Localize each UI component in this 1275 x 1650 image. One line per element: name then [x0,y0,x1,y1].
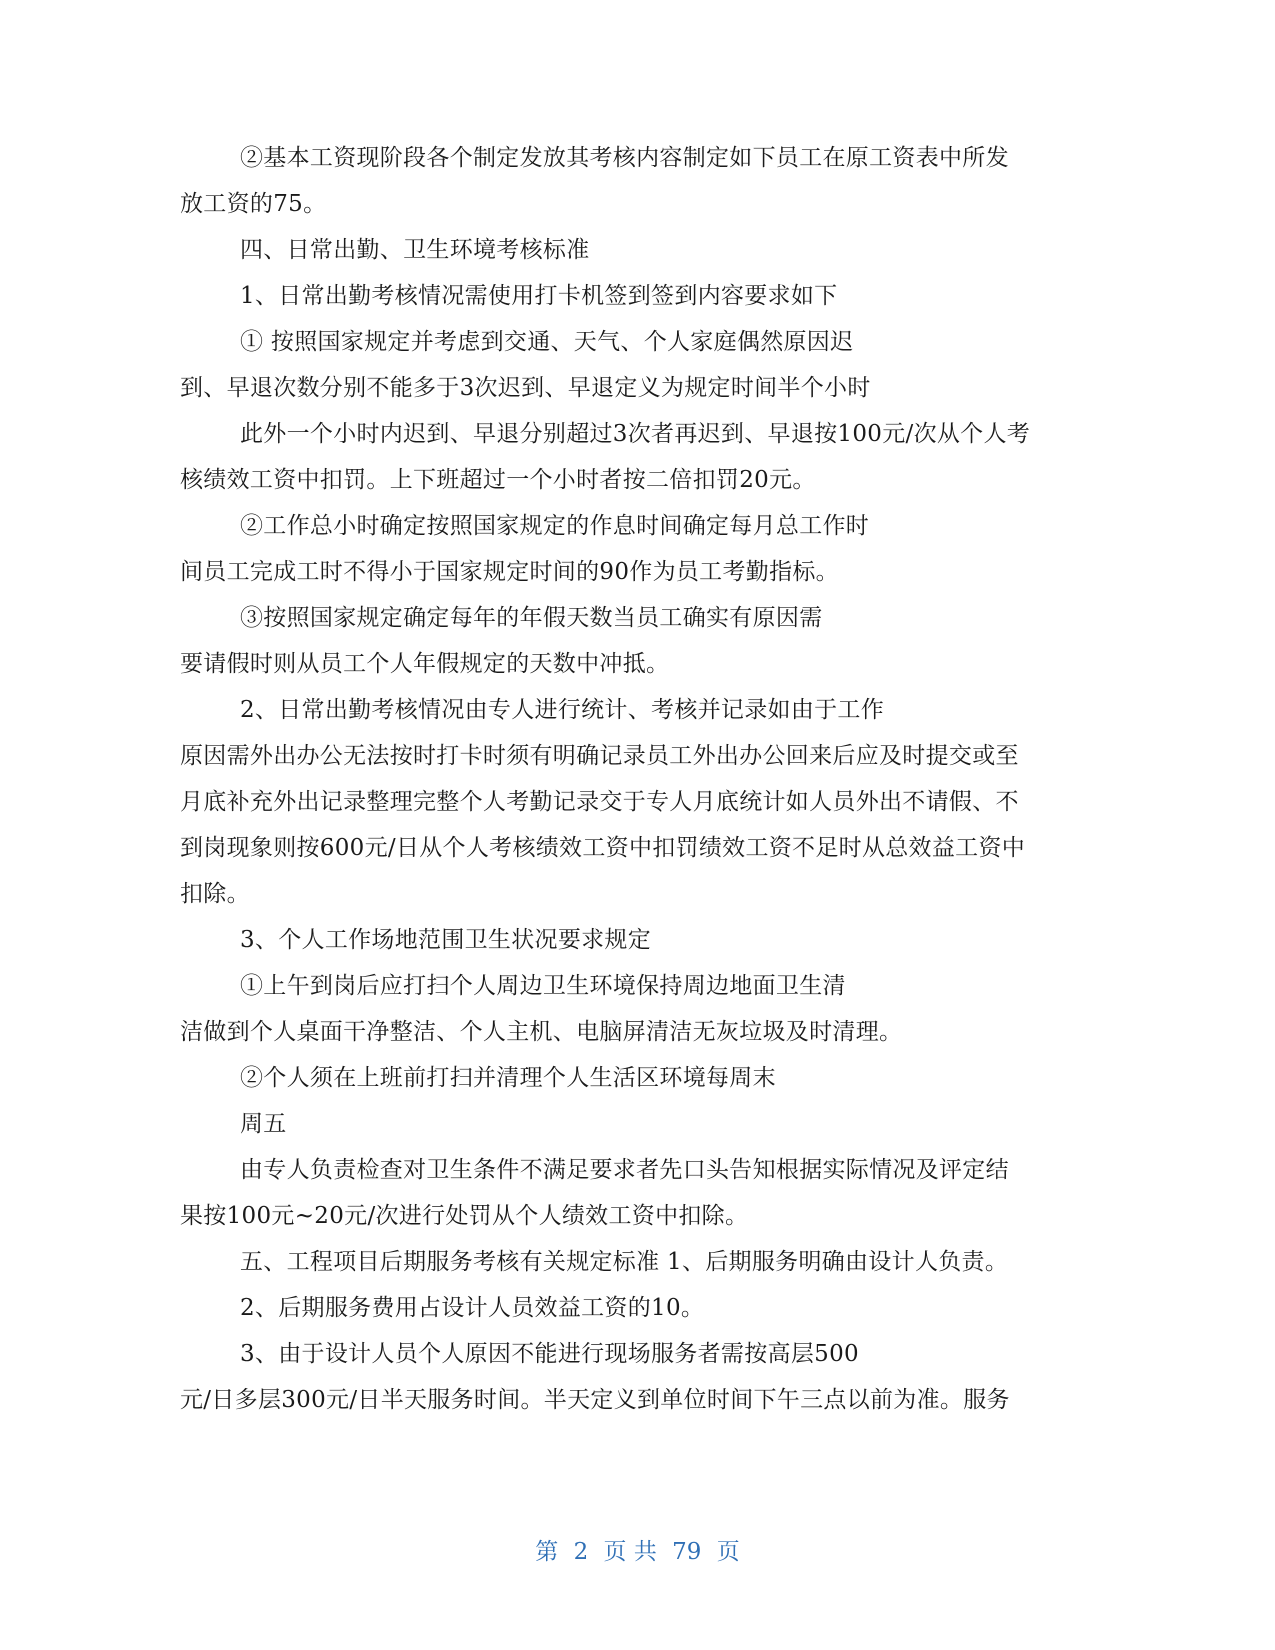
paragraph-line: 原因需外出办公无法按时打卡时须有明确记录员工外出办公回来后应及时提交或至 [180,743,1019,769]
paragraph-line: 此外一个小时内迟到、早退分别超过3次者再迟到、早退按100元/次从个人考 [240,421,1031,447]
paragraph-line: 2、后期服务费用占设计人员效益工资的10。 [240,1295,705,1321]
paragraph-line: ②基本工资现阶段各个制定发放其考核内容制定如下员工在原工资表中所发 [240,145,1009,171]
paragraph-line: 到、早退次数分别不能多于3次迟到、早退定义为规定时间半个小时 [180,375,871,401]
paragraph-line: ①上午到岗后应打扫个人周边卫生环境保持周边地面卫生清 [240,973,846,999]
paragraph-line: 要请假时则从员工个人年假规定的天数中冲抵。 [180,651,670,677]
section-heading: 四、日常出勤、卫生环境考核标准 [240,237,590,263]
paragraph-line: 核绩效工资中扣罚。上下班超过一个小时者按二倍扣罚20元。 [180,467,816,493]
paragraph-line: 放工资的75。 [180,191,327,217]
paragraph-line: 间员工完成工时不得小于国家规定时间的90作为员工考勤指标。 [180,559,839,585]
footer-total-pages: 79 [672,1539,702,1565]
paragraph-line: 2、日常出勤考核情况由专人进行统计、考核并记录如由于工作 [240,697,885,723]
paragraph-line: ③按照国家规定确定每年的年假天数当员工确实有原因需 [240,605,823,631]
paragraph-line: 月底补充外出记录整理完整个人考勤记录交于专人月底统计如人员外出不请假、不 [180,789,1019,815]
page-footer [0,1537,1275,1567]
footer-page-number: 2 [573,1539,589,1565]
paragraph-line: ① 按照国家规定并考虑到交通、天气、个人家庭偶然原因迟 [240,329,854,355]
footer-prefix: 第 [535,1539,559,1565]
paragraph-line: 由专人负责检查对卫生条件不满足要求者先口头告知根据实际情况及评定结 [240,1157,1009,1183]
paragraph-line: ②工作总小时确定按照国家规定的作息时间确定每月总工作时 [240,513,870,539]
paragraph-line: ②个人须在上班前打扫并清理个人生活区环境每周末 [240,1065,776,1091]
paragraph-line: 3、由于设计人员个人原因不能进行现场服务者需按高层500 [240,1341,859,1367]
paragraph-line: 1、日常出勤考核情况需使用打卡机签到签到内容要求如下 [240,283,838,309]
footer-mid: 页 共 [603,1539,657,1565]
paragraph-line: 周五 [240,1111,287,1137]
paragraph-line: 3、个人工作场地范围卫生状况要求规定 [240,927,652,953]
paragraph-line: 到岗现象则按600元/日从个人考核绩效工资中扣罚绩效工资不足时从总效益工资中 [180,835,1026,861]
paragraph-line: 元/日多层300元/日半天服务时间。半天定义到单位时间下午三点以前为准。服务 [180,1387,1010,1413]
paragraph-line: 扣除。 [180,881,250,907]
paragraph-line: 洁做到个人桌面干净整洁、个人主机、电脑屏清洁无灰垃圾及时清理。 [180,1019,903,1045]
footer-suffix: 页 [716,1539,740,1565]
paragraph-line: 果按100元~20元/次进行处罚从个人绩效工资中扣除。 [180,1203,749,1229]
section-heading: 五、工程项目后期服务考核有关规定标准 1、后期服务明确由设计人负责。 [240,1249,1009,1275]
